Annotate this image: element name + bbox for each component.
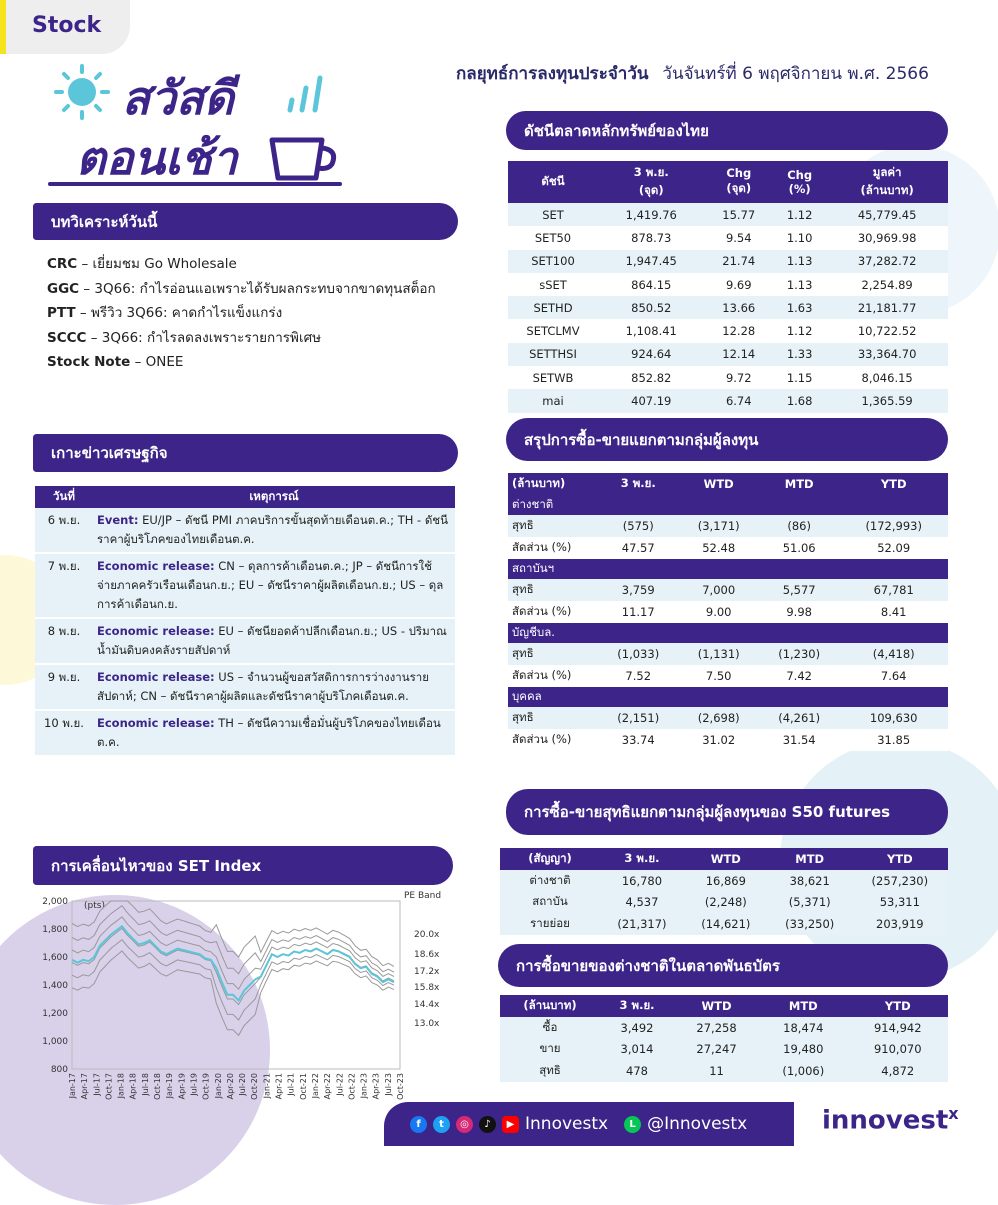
- analysis-header-label: บทวิเคราะห์วันนี้: [51, 212, 158, 231]
- econ-event: [93, 664, 455, 710]
- investor-table: [508, 473, 948, 751]
- analysis-text: – เยี่ยมชม Go Wholesale: [77, 256, 237, 272]
- bonds-cell: 914,942: [848, 1017, 948, 1039]
- investor-cell: สุทธิ: [512, 710, 534, 724]
- set-cell: 13.66: [722, 300, 756, 315]
- bonds-cell: 478: [600, 1060, 674, 1082]
- bonds-col: YTD: [848, 995, 948, 1017]
- set-cell: 21,181.77: [857, 300, 917, 315]
- analysis-text: – พรีวิว 3Q66: คาดกำไรแข็งแกร่ง: [75, 305, 283, 321]
- investor-cell: 7.42: [786, 669, 812, 683]
- econ-tag: Economic release:: [97, 716, 215, 730]
- investor-cell: 7.50: [705, 669, 732, 683]
- investor-cell: 52.48: [702, 541, 736, 555]
- set-cell: 1,108.41: [625, 324, 677, 339]
- group-row: [508, 623, 948, 643]
- set-col: Chg (%): [773, 161, 826, 203]
- x-tick-label: Apr-20: [225, 1073, 235, 1100]
- group-name: สถาบันฯ: [508, 559, 948, 579]
- econ-table: [35, 486, 455, 757]
- tiktok-icon[interactable]: ♪: [479, 1116, 496, 1133]
- analysis-text: – 3Q66: กำไรอ่อนแอเพราะได้รับผลกระทบจากขาดทุนสต็อก: [79, 280, 436, 297]
- x-tick-label: Jan-19: [165, 1073, 175, 1099]
- table-row: [500, 1060, 948, 1082]
- x-tick-label: Jul-17: [92, 1073, 102, 1096]
- investor-cell: 9.98: [786, 605, 812, 619]
- bonds-col: (ล้านบาท): [500, 995, 600, 1017]
- bonds-cell: 3,492: [600, 1017, 674, 1039]
- table-row: [508, 665, 948, 687]
- futures-cell: 203,919: [852, 913, 948, 935]
- investor-cell: (4,261): [778, 711, 821, 725]
- table-row: [500, 1017, 948, 1039]
- group-name: ต่างชาติ: [508, 495, 948, 515]
- set-index-chart: [0, 885, 460, 1146]
- set-cell: 1.15: [786, 370, 813, 385]
- social-handle-2[interactable]: @Innovestx: [647, 1114, 748, 1134]
- investor-header: [506, 418, 948, 461]
- x-tick-label: Apr-18: [128, 1073, 138, 1100]
- unit-label: (pts): [84, 901, 105, 911]
- econ-event: [93, 508, 455, 553]
- group-row: [508, 687, 948, 707]
- set-cell: 1.13: [786, 277, 813, 292]
- table-row: [508, 537, 948, 559]
- pe-band-label: 18.6x: [414, 950, 440, 960]
- investor-cell: 7,000: [702, 583, 736, 597]
- table-row: [508, 319, 948, 342]
- investor-cell: 11.17: [621, 605, 655, 619]
- investor-cell: 52.09: [877, 541, 911, 555]
- investor-cell: (575): [622, 519, 654, 533]
- futures-cell: 16,780: [600, 870, 684, 892]
- investor-cell: 7.52: [625, 669, 652, 683]
- table-row: [35, 508, 455, 553]
- x-tick-label: Oct-17: [104, 1073, 114, 1100]
- investor-cell: สุทธิ: [512, 582, 534, 596]
- table-row: [508, 579, 948, 601]
- bonds-table: [500, 995, 948, 1082]
- pe-band-line: [72, 928, 394, 1004]
- set-cell: 407.19: [631, 394, 672, 409]
- futures-col: 3 พ.ย.: [600, 848, 684, 870]
- set-cell: 1,947.45: [625, 254, 677, 269]
- set-cell: 1,365.59: [861, 394, 913, 409]
- analysis-text: – ONEE: [130, 354, 184, 370]
- x-tick-label: Oct-20: [250, 1073, 260, 1100]
- x-tick-label: Apr-17: [80, 1073, 90, 1100]
- set-cell: 924.64: [631, 347, 672, 362]
- investor-cell: สัดส่วน (%): [512, 668, 572, 682]
- strategy-title: กลยุทธ์การลงทุนประจำวัน: [456, 64, 649, 84]
- econ-tag: Economic release:: [97, 559, 215, 573]
- econ-tag: Economic release:: [97, 624, 215, 638]
- stock-tab[interactable]: [0, 0, 130, 54]
- set-col: มูลค่า (ล้านบาท): [826, 161, 948, 203]
- bonds-cell: 19,480: [759, 1039, 848, 1061]
- investor-cell: (86): [787, 519, 811, 533]
- x-tick-label: Jan-20: [213, 1073, 223, 1099]
- set-cell: 864.15: [631, 277, 672, 292]
- futures-col: YTD: [852, 848, 948, 870]
- y-tick-label: 1,800: [42, 925, 68, 935]
- econ-text: EU/JP – ดัชนี PMI ภาคบริการขั้นสุดท้ายเดือนต.ค.; TH - ดัชนีราคาผู้บริโภคของไทยเดือนต.ค.: [97, 513, 448, 546]
- x-tick-label: Oct-18: [153, 1073, 163, 1100]
- bonds-cell: 11: [674, 1060, 759, 1082]
- social-handle-1[interactable]: Innovestx: [525, 1114, 609, 1134]
- set-cell: 21.74: [722, 254, 756, 269]
- set-col: ดัชนี: [508, 161, 598, 203]
- futures-col: MTD: [768, 848, 852, 870]
- investor-cell: 5,577: [782, 583, 816, 597]
- econ-event: [93, 710, 455, 756]
- x-tick-label: Jan-22: [310, 1073, 320, 1099]
- set-col: 3 พ.ย. (จุด): [598, 161, 705, 203]
- set-cell: 1.12: [786, 207, 813, 222]
- investor-cell: (1,230): [778, 647, 821, 661]
- bonds-col: WTD: [674, 995, 759, 1017]
- investor-cell: สัดส่วน (%): [512, 604, 572, 618]
- set-cell: SET50: [534, 230, 572, 245]
- investor-cell: 3,759: [621, 583, 655, 597]
- investor-cell: (172,993): [865, 519, 922, 533]
- bonds-header: [498, 944, 948, 987]
- x-tick-label: Jul-22: [335, 1073, 345, 1096]
- investor-cell: 31.54: [782, 733, 816, 747]
- tab-accent-bar: [0, 0, 6, 54]
- y-tick-label: 800: [50, 1065, 68, 1075]
- analysis-list: [47, 252, 436, 375]
- set-cell: 1.63: [786, 300, 813, 315]
- investor-col: 3 พ.ย.: [598, 473, 678, 495]
- set-cell: 852.82: [631, 370, 672, 385]
- set-cell: 12.28: [722, 324, 756, 339]
- group-row: [508, 559, 948, 579]
- table-row: [500, 1039, 948, 1061]
- set-cell: 1,419.76: [625, 207, 677, 222]
- futures-cell: 38,621: [768, 870, 852, 892]
- pe-band-line: [72, 906, 394, 974]
- investor-cell: 8.41: [880, 605, 907, 619]
- investor-cell: (3,171): [697, 519, 740, 533]
- table-row: [35, 553, 455, 618]
- line-icon[interactable]: L: [624, 1116, 641, 1133]
- table-row: [500, 913, 948, 935]
- investor-header-label: สรุปการซื้อ-ขายแยกตามกลุ่มผู้ลงทุน: [524, 430, 759, 449]
- table-row: [508, 203, 948, 226]
- investor-cell: 109,630: [869, 711, 918, 725]
- set-index-header: [506, 111, 948, 150]
- futures-cell: (5,371): [768, 892, 852, 914]
- pe-band-label: 13.0x: [414, 1019, 440, 1029]
- investor-col: YTD: [839, 473, 948, 495]
- y-tick-label: 1,400: [42, 981, 68, 991]
- futures-table: [500, 848, 948, 935]
- set-cell: 6.74: [725, 394, 752, 409]
- strategy-heading: [456, 60, 929, 87]
- econ-tag: Event:: [97, 513, 139, 527]
- investor-cell: 31.85: [877, 733, 911, 747]
- set-cell: 2,254.89: [861, 277, 913, 292]
- futures-cell: รายย่อย: [500, 913, 600, 935]
- x-tick-label: Jan-18: [116, 1073, 126, 1099]
- bonds-col: MTD: [759, 995, 848, 1017]
- x-tick-label: Oct-21: [298, 1073, 308, 1100]
- investor-cell: (2,698): [697, 711, 740, 725]
- pe-band-label: 15.8x: [414, 983, 440, 993]
- set-cell: 878.73: [631, 230, 672, 245]
- youtube-icon[interactable]: ▶: [502, 1116, 519, 1133]
- analysis-item[interactable]: [47, 350, 436, 375]
- set-cell: 1.10: [786, 230, 813, 245]
- set-cell: 850.52: [631, 300, 672, 315]
- group-name: บัญชีบล.: [508, 623, 948, 643]
- set-cell: SETCLMV: [526, 324, 580, 339]
- set-cell: SET: [542, 207, 564, 222]
- investor-cell: (1,033): [617, 647, 660, 661]
- set-cell: SETHD: [533, 300, 573, 315]
- y-tick-label: 1,200: [42, 1009, 68, 1019]
- set-cell: sSET: [539, 277, 567, 292]
- table-row: [508, 226, 948, 249]
- analysis-header: [33, 203, 458, 240]
- x-tick-label: Jul-23: [383, 1073, 393, 1096]
- x-tick-label: Jul-19: [189, 1073, 199, 1096]
- tab-label: Stock: [32, 13, 102, 38]
- table-row: [508, 273, 948, 296]
- futures-cell: (257,230): [852, 870, 948, 892]
- futures-cell: (14,621): [684, 913, 768, 935]
- y-tick-label: 1,600: [42, 953, 68, 963]
- investor-col: (ล้านบาท): [508, 473, 598, 495]
- x-tick-label: Jul-21: [286, 1073, 296, 1096]
- set-cell: SET100: [531, 254, 575, 269]
- table-row: [508, 250, 948, 273]
- econ-day: 10 พ.ย.: [35, 710, 93, 756]
- set-cell: 33,364.70: [857, 347, 917, 362]
- investor-cell: สัดส่วน (%): [512, 732, 572, 746]
- table-row: [500, 892, 948, 914]
- bonds-cell: (1,006): [759, 1060, 848, 1082]
- set-cell: 9.72: [725, 370, 752, 385]
- set-chart-svg: [0, 885, 460, 1146]
- analysis-code: Stock Note: [47, 354, 131, 370]
- investor-cell: 47.57: [621, 541, 655, 555]
- set-cell: 1.12: [786, 324, 813, 339]
- set-cell: 12.14: [722, 347, 756, 362]
- investor-col: MTD: [759, 473, 839, 495]
- set-index-line: [72, 926, 394, 1000]
- investor-cell: 51.06: [782, 541, 816, 555]
- table-row: [35, 664, 455, 710]
- logo-line2: ตอนเช้า: [76, 131, 238, 185]
- investor-cell: สุทธิ: [512, 646, 534, 660]
- pe-band-label: 17.2x: [414, 967, 440, 977]
- brand-name: innovest: [822, 1105, 949, 1136]
- futures-cell: (33,250): [768, 913, 852, 935]
- table-row: [508, 296, 948, 319]
- x-tick-label: Jul-18: [140, 1073, 150, 1096]
- pe-band-line: [72, 951, 394, 1035]
- analysis-code: SCCC: [47, 329, 87, 346]
- bonds-cell: 18,474: [759, 1017, 848, 1039]
- set-chart-header: [33, 846, 453, 885]
- set-cell: 1.33: [786, 347, 813, 362]
- table-row: [508, 515, 948, 537]
- econ-text: EU – ดัชนียอดค้าปลีกเดือนก.ย.; US - ปริมาณน้ำมันดิบคงคลังรายสัปดาห์: [97, 624, 447, 657]
- investor-cell: (2,151): [617, 711, 660, 725]
- analysis-code: CRC: [47, 256, 78, 272]
- x-tick-label: Jan-21: [262, 1073, 272, 1099]
- table-row: [508, 643, 948, 665]
- set-index-header-label: ดัชนีตลาดหลักทรัพย์ของไทย: [524, 121, 709, 140]
- investor-cell: 31.02: [702, 733, 736, 747]
- econ-text: US – จำนวนผู้ขอสวัสดิการการว่างงานรายสัปดาห์; CN – ดัชนีราคาผู้ผลิตและดัชนีราคาผู้บริโภคเดือนต.ค.: [97, 670, 429, 703]
- set-cell: 1.68: [786, 394, 813, 409]
- y-tick-label: 1,000: [42, 1037, 68, 1047]
- group-name: บุคคล: [508, 687, 948, 707]
- bonds-cell: 3,014: [600, 1039, 674, 1061]
- table-row: [508, 601, 948, 623]
- analysis-text: – 3Q66: กำไรลดลงเพราะรายการพิเศษ: [86, 329, 322, 346]
- set-cell: 30,969.98: [857, 230, 917, 245]
- investor-cell: 33.74: [621, 733, 655, 747]
- table-row: [35, 618, 455, 664]
- x-tick-label: Apr-19: [177, 1073, 187, 1100]
- set-cell: 8,046.15: [861, 370, 913, 385]
- legend-title: PE Band: [404, 891, 442, 901]
- analysis-code: PTT: [47, 305, 76, 321]
- pe-band-label: 14.4x: [414, 1000, 440, 1010]
- bonds-col: 3 พ.ย.: [600, 995, 674, 1017]
- set-cell: mai: [542, 394, 564, 409]
- econ-col-day: วันที่: [35, 486, 93, 508]
- econ-text: TH – ดัชนีความเชื่อมั่นผู้บริโภคของไทยเดือนต.ค.: [97, 716, 441, 749]
- analysis-code: GGC: [47, 280, 80, 297]
- x-tick-label: Oct-23: [396, 1073, 405, 1100]
- econ-day: 9 พ.ย.: [35, 664, 93, 710]
- investor-cell: 67,781: [873, 583, 914, 597]
- x-tick-label: Jan-17: [68, 1073, 77, 1099]
- set-chart-header-label: การเคลื่อนไหวของ SET Index: [51, 856, 262, 875]
- table-row: [508, 707, 948, 729]
- analysis-item[interactable]: [47, 252, 436, 277]
- investor-col: WTD: [678, 473, 758, 495]
- x-tick-label: Jan-23: [359, 1073, 369, 1099]
- bonds-cell: 27,258: [674, 1017, 759, 1039]
- econ-col-event: เหตุการณ์: [93, 486, 455, 508]
- futures-cell: 53,311: [852, 892, 948, 914]
- set-cell: 45,779.45: [857, 207, 917, 222]
- econ-text: CN – ดุลการค้าเดือนต.ค.; JP – ดัชนีการใช้จ่ายภาคครัวเรือนเดือนก.ย.; EU – ดัชนีราคาผู้ผลิตเดือนก.ย.; US – ดุลการค้าเดือนก.ย.: [97, 559, 444, 611]
- econ-tag: Economic release:: [97, 670, 215, 684]
- x-tick-label: Oct-19: [201, 1073, 211, 1100]
- good-morning-logo: [40, 60, 370, 190]
- investor-cell: 7.64: [880, 669, 907, 683]
- futures-cell: ต่างชาติ: [500, 870, 600, 892]
- futures-header: [506, 789, 948, 835]
- econ-header: [33, 434, 458, 472]
- bonds-cell: ขาย: [500, 1039, 600, 1061]
- x-tick-label: Apr-21: [274, 1073, 284, 1100]
- table-row: [508, 343, 948, 366]
- pe-band-line: [72, 901, 394, 966]
- set-cell: 37,282.72: [857, 254, 917, 269]
- econ-day: 7 พ.ย.: [35, 553, 93, 618]
- set-cell: 9.54: [725, 230, 752, 245]
- futures-header-label: การซื้อ-ขายสุทธิแยกตามกลุ่มผู้ลงทุนของ S50 futures: [524, 803, 891, 821]
- analysis-item[interactable]: [47, 301, 436, 326]
- futures-cell: 4,537: [600, 892, 684, 914]
- econ-event: [93, 553, 455, 618]
- set-cell: SETTHSI: [529, 347, 577, 362]
- investor-cell: (1,131): [697, 647, 740, 661]
- logo-line1: สวัสดี: [122, 71, 234, 125]
- set-cell: 15.77: [722, 207, 756, 222]
- futures-cell: 16,869: [684, 870, 768, 892]
- table-row: [35, 710, 455, 756]
- futures-col: WTD: [684, 848, 768, 870]
- set-index-table: [508, 161, 948, 413]
- bonds-header-label: การซื้อขายของต่างชาติในตลาดพันธบัตร: [516, 956, 780, 975]
- bonds-cell: ซื้อ: [500, 1017, 600, 1039]
- futures-cell: (2,248): [684, 892, 768, 914]
- table-row: [508, 366, 948, 389]
- brand-sup: x: [948, 1104, 959, 1123]
- pe-band-label: 20.0x: [414, 930, 440, 940]
- table-row: [508, 389, 948, 412]
- innovestx-logo: [822, 1104, 959, 1136]
- twitter-icon[interactable]: t: [433, 1116, 450, 1133]
- group-row: [508, 495, 948, 515]
- investor-cell: 9.00: [705, 605, 732, 619]
- instagram-icon[interactable]: ◎: [456, 1116, 473, 1133]
- set-cell: SETWB: [532, 370, 574, 385]
- set-col: Chg (จุด): [705, 161, 773, 203]
- x-tick-label: Apr-22: [323, 1073, 333, 1100]
- set-cell: 9.69: [725, 277, 752, 292]
- set-cell: 1.13: [786, 254, 813, 269]
- y-tick-label: 2,000: [42, 897, 68, 907]
- analysis-item[interactable]: [47, 326, 436, 351]
- bonds-cell: 27,247: [674, 1039, 759, 1061]
- econ-header-label: เกาะข่าวเศรษฐกิจ: [51, 444, 168, 462]
- facebook-icon[interactable]: f: [410, 1116, 427, 1133]
- x-tick-label: Apr-23: [371, 1073, 381, 1100]
- bonds-cell: สุทธิ: [500, 1060, 600, 1082]
- econ-day: 6 พ.ย.: [35, 508, 93, 553]
- strategy-date: วันจันทร์ที่ 6 พฤศจิกายน พ.ศ. 2566: [662, 64, 929, 84]
- analysis-item[interactable]: [47, 277, 436, 302]
- x-tick-label: Jul-20: [238, 1073, 248, 1096]
- investor-cell: (4,418): [872, 647, 915, 661]
- social-footer: [384, 1102, 794, 1146]
- futures-col: (สัญญา): [500, 848, 600, 870]
- futures-cell: (21,317): [600, 913, 684, 935]
- table-row: [500, 870, 948, 892]
- bonds-cell: 910,070: [848, 1039, 948, 1061]
- investor-cell: สัดส่วน (%): [512, 540, 572, 554]
- econ-day: 8 พ.ย.: [35, 618, 93, 664]
- futures-cell: สถาบัน: [500, 892, 600, 914]
- x-tick-label: Oct-22: [347, 1073, 357, 1100]
- set-cell: 10,722.52: [857, 324, 917, 339]
- investor-cell: สุทธิ: [512, 518, 534, 532]
- econ-event: [93, 618, 455, 664]
- bonds-cell: 4,872: [848, 1060, 948, 1082]
- table-row: [508, 729, 948, 751]
